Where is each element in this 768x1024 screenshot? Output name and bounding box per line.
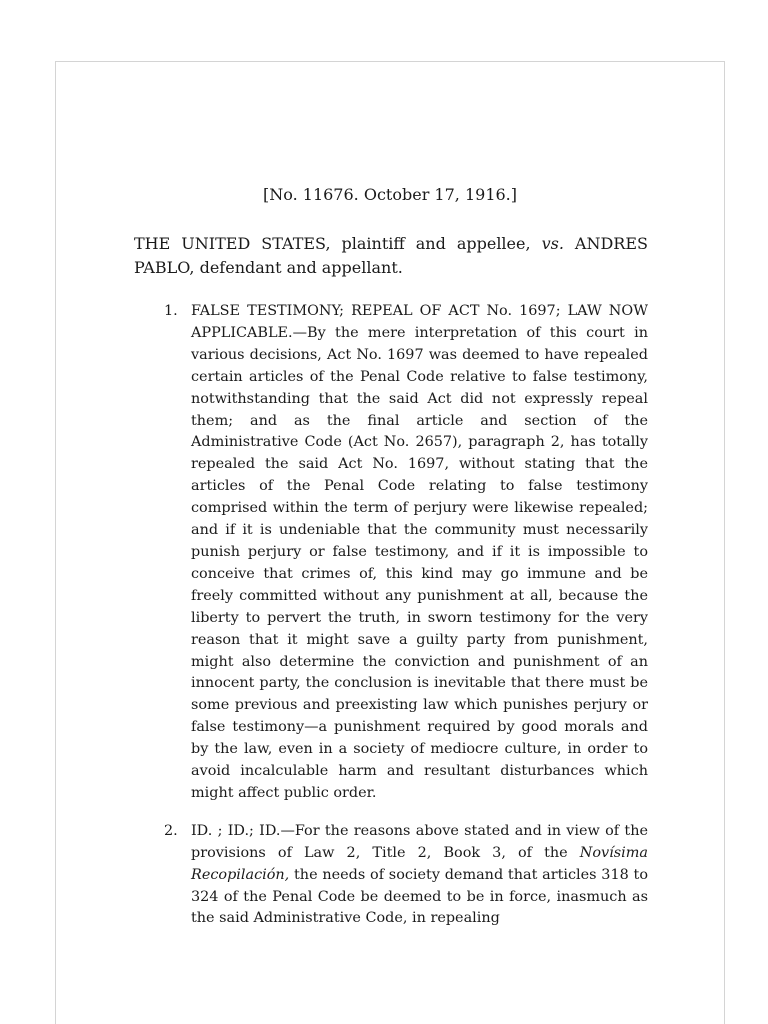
defendant-line: ANDRES PABLO, defendant and appellant. <box>134 234 648 277</box>
syllabus-number: 2. <box>164 822 178 839</box>
case-parties <box>134 232 648 280</box>
syllabus-text-before: ID. ; ID.; ID.—For the reasons above stated and in view of the provisions of Law 2, Title 2, Book 3, of the <box>191 822 648 861</box>
syllabus-italic-title: Novísima Recopilación, <box>191 844 648 883</box>
case-header: [No. 11676. October 17, 1916.] <box>263 185 517 204</box>
syllabus-number: 1. <box>164 303 178 319</box>
syllabus-text-after: the needs of society demand that articles 318 to 324 of the Penal Code be deemed to be in force, inasmuch as the said Administrative Code, in repealing <box>191 866 648 927</box>
document-page <box>55 61 725 1024</box>
versus-label: vs. <box>541 234 564 253</box>
syllabus-item-2 <box>164 821 648 931</box>
syllabus-list <box>164 301 648 946</box>
syllabus-item-1 <box>164 301 648 805</box>
syllabus-text: FALSE TESTIMONY; REPEAL OF ACT No. 1697; LAW NOW APPLICABLE.—By the mere interpretation of this court in various decisions, Act No. 1697 was deemed to have repealed certain articles of the Penal Code relative to false testimony, notwithstanding that the said Act did not expressly repeal them; and as the final article and section of the Administrative Code (Act No. 2657), paragraph 2, has totally repealed the said Act No. 1697, without stating that the articles of the Penal Code relating to false testimony comprised within the term of perjury were likewise repealed; and if it is undeniable that the community must necessarily punish perjury or false testimony, and if it is impossible to conceive that crimes of, this kind may go immune and be freely committed without any punishment at all, because the liberty to pervert the truth, in sworn testimony for the very reason that it might save a guilty party from punishment, might also determine the conviction and punishment of an innocent party, the conclusion is inevitable that there must be some previous and preexisting law which punishes perjury or false testimony—a punishment required by good morals and by the law, even in a society of mediocre culture, in order to avoid incalculable harm and resultant disturbances which might affect public order. <box>191 303 648 801</box>
plaintiff-line: THE UNITED STATES, plaintiff and appellee, <box>134 234 531 253</box>
